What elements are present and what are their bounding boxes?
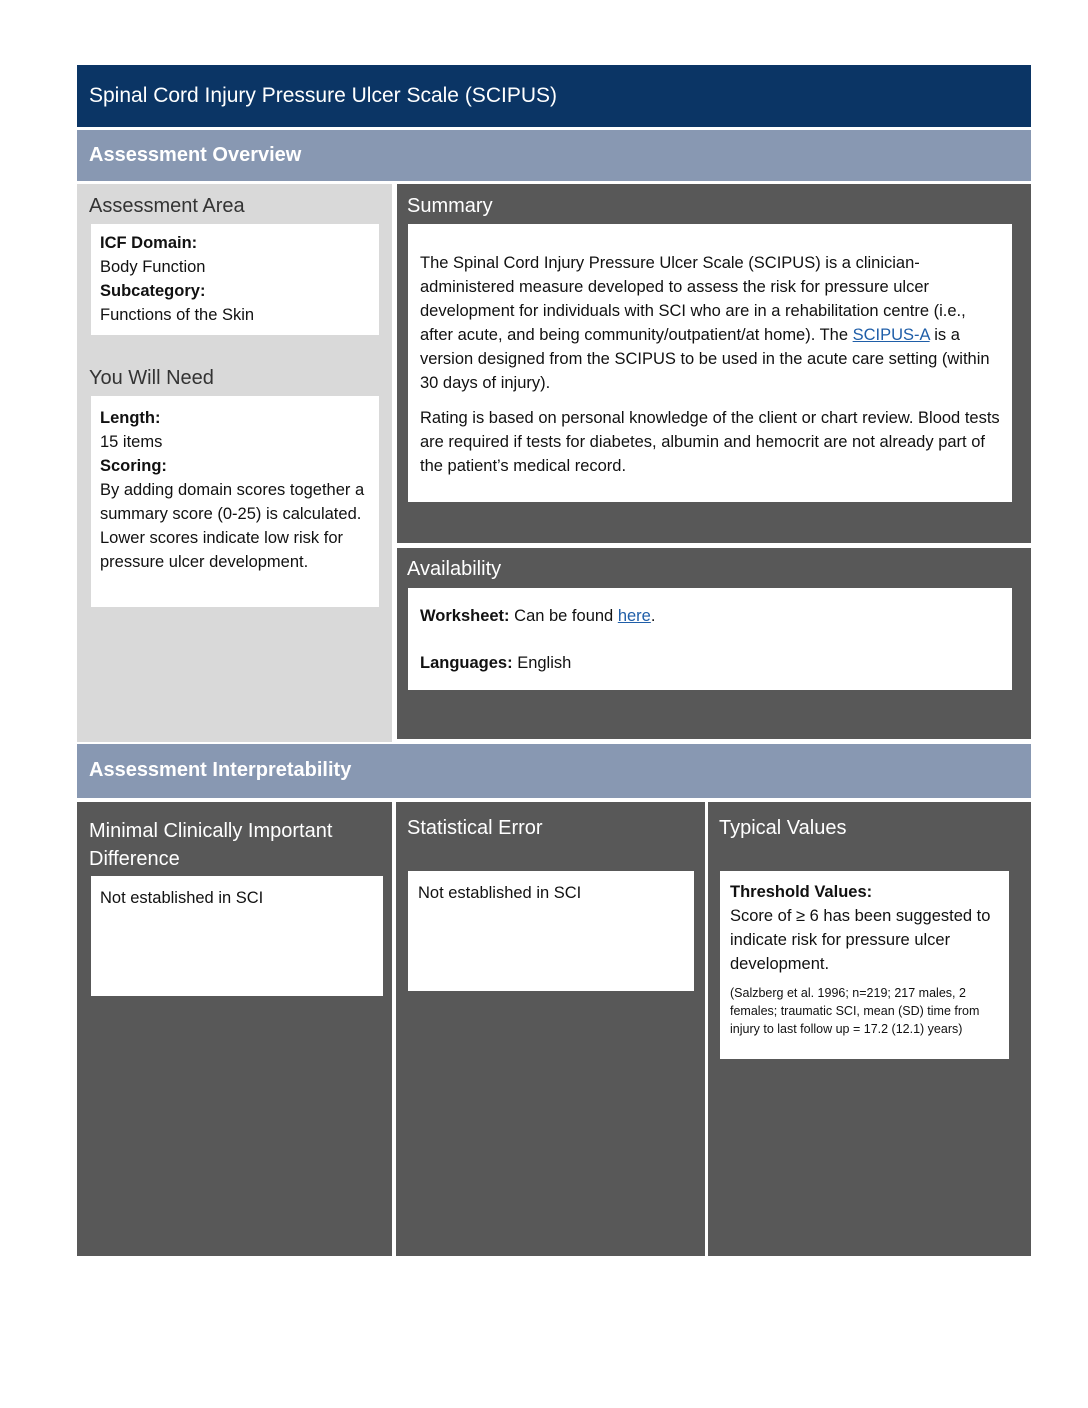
threshold-label: Threshold Values:: [730, 883, 873, 901]
mcid-text: Not established in SCI: [100, 889, 264, 907]
subcategory-value: Functions of the Skin: [100, 306, 255, 324]
scipus-a-link[interactable]: SCIPUS-A: [852, 326, 930, 344]
summary-paragraph-1: The Spinal Cord Injury Pressure Ulcer Scale (SCIPUS) is a clinician-administered measure developed to assess the risk for pressure ulcer development for individuals with SCI who are in a rehabilitation centre (i.e., after acute, and being community/outpatient/at home). The SCIPUS-A is a version designed from the SCIPUS to be used in the acute care setting (within 30 days of injury).: [420, 254, 990, 392]
mcid-heading: Minimal Clinically Important Difference: [89, 820, 333, 870]
assessment-area-heading: Assessment Area: [89, 195, 245, 217]
scoring-label: Scoring:: [100, 457, 167, 475]
languages-line: Languages: English: [420, 654, 572, 672]
summary-box: [408, 224, 1012, 502]
mcid-box: [91, 876, 383, 996]
you-will-need-box: [91, 396, 379, 607]
assessment-area-box: [91, 224, 379, 335]
overview-heading: Assessment Overview: [89, 144, 302, 166]
typical-values-box: [720, 871, 1009, 1059]
icf-domain-label: ICF Domain:: [100, 234, 198, 252]
length-value: 15 items: [100, 433, 163, 451]
availability-box: [408, 588, 1012, 690]
scoring-value: By adding domain scores together a summary score (0-25) is calculated. Lower scores indicate low risk for pressure ulcer development.: [100, 481, 365, 571]
stat-error-heading: Statistical Error: [407, 817, 543, 839]
worksheet-link[interactable]: here: [617, 607, 651, 625]
subcategory-label: Subcategory:: [100, 282, 206, 300]
stat-error-text: Not established in SCI: [418, 884, 582, 902]
stat-error-box: [408, 871, 694, 991]
icf-domain-value: Body Function: [100, 258, 206, 276]
summary-heading: Summary: [407, 195, 493, 217]
threshold-citation: (Salzberg et al. 1996; n=219; 217 males, 2 females; traumatic SCI, mean (SD) time from injury to last follow up = 17.2 (12.1) years): [730, 986, 980, 1036]
availability-heading: Availability: [407, 558, 502, 580]
typical-values-heading: Typical Values: [719, 817, 847, 839]
interpretability-heading: Assessment Interpretability: [89, 759, 352, 781]
threshold-text: Score of ≥ 6 has been suggested to indicate risk for pressure ulcer development.: [730, 907, 991, 973]
page-title: Spinal Cord Injury Pressure Ulcer Scale (SCIPUS): [89, 84, 557, 107]
length-label: Length:: [100, 409, 161, 427]
you-will-need-heading: You Will Need: [89, 367, 214, 389]
worksheet-line: Worksheet: Can be found here.: [420, 607, 656, 625]
summary-paragraph-2: Rating is based on personal knowledge of the client or chart review. Blood tests are required if tests for diabetes, albumin and hemocrit are not already part of the patient’s medical record.: [420, 409, 1000, 475]
